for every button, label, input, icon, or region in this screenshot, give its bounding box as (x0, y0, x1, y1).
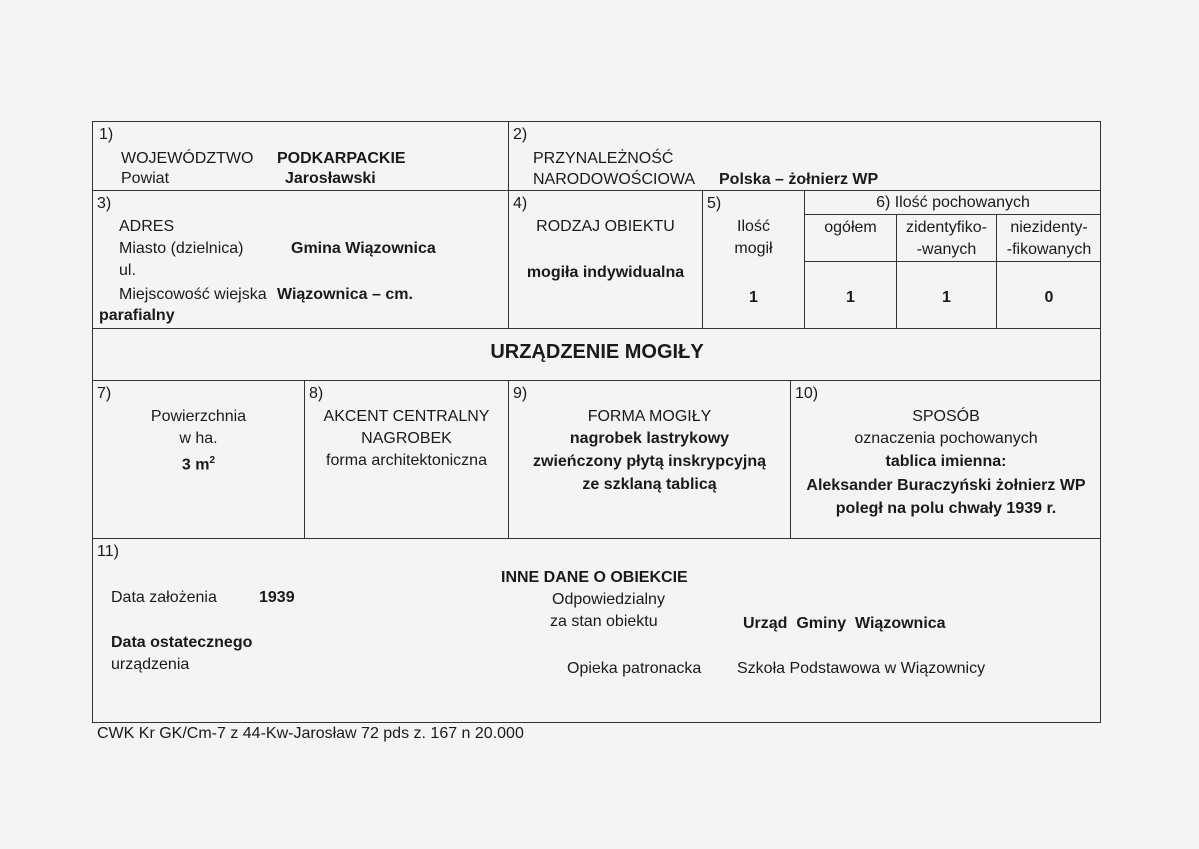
grave-form-value-line2: zwieńczony płytą inskrypcyjną (533, 453, 766, 470)
graves-count-value: 1 (749, 289, 758, 306)
marking-method-value-line2: Aleksander Buraczyński żołnierz WP (806, 477, 1086, 494)
architectural-form-label: forma architektoniczna (326, 452, 487, 469)
headstone-label: NAGROBEK (361, 430, 452, 447)
responsible-label-line2: za stan obiektu (550, 613, 658, 630)
buried-identified-cell (897, 262, 997, 328)
final-arrangement-label-line1: Data ostatecznego (111, 634, 253, 651)
buried-unidentified-label-line1: niezidenty- (1010, 219, 1088, 236)
section-11 (93, 539, 1101, 723)
address-label: ADRES (119, 218, 175, 235)
section-10 (791, 381, 1101, 539)
graves-count-label-line1: Ilość (737, 218, 770, 235)
marking-method-value-line1: tablica imienna: (885, 453, 1007, 470)
object-type-value: mogiła indywidualna (526, 264, 685, 281)
buried-title: 6) Ilość pochowanych (876, 194, 1030, 211)
nationality-value: Polska – żołnierz WP (719, 171, 879, 188)
county-label: Powiat (121, 170, 170, 187)
section-10-number: 10) (795, 385, 819, 402)
street-label: ul. (119, 262, 136, 279)
section-2 (509, 122, 1101, 191)
section-title: URZĄDZENIE MOGIŁY (490, 341, 704, 363)
buried-identified-value: 1 (942, 289, 951, 306)
founded-value: 1939 (259, 589, 295, 606)
marking-method-label-line2: oznaczenia pochowanych (854, 430, 1038, 447)
buried-unidentified-cell (997, 262, 1101, 328)
section-title-row (93, 329, 1101, 381)
central-accent-label: AKCENT CENTRALNY (323, 408, 490, 425)
buried-unidentified-label-line2: -fikowanych (1006, 241, 1092, 258)
section-7 (93, 381, 305, 539)
graves-count-label-line2: mogił (734, 240, 773, 257)
section-4-number: 4) (513, 195, 528, 212)
grave-form-label: FORMA MOGIŁY (587, 408, 712, 425)
buried-unidentified-value: 0 (1044, 289, 1054, 306)
responsible-value: Urząd Gminy Wiązownica (743, 615, 946, 632)
section-8 (305, 381, 509, 539)
footer-reference: CWK Kr GK/Cm-7 z 44-Kw-Jarosław 72 pds z. 167 n 20.000 (97, 725, 524, 742)
section-6 (805, 191, 1101, 329)
buried-title-cell (805, 191, 1101, 215)
section-2-number: 2) (513, 126, 528, 143)
section-3-number: 3) (97, 195, 112, 212)
marking-method-value-line3: poległ na polu chwały 1939 r. (835, 500, 1057, 517)
voivodeship-value: PODKARPACKIE (277, 150, 406, 167)
buried-total-label: ogółem (824, 219, 877, 236)
buried-total-value: 1 (846, 289, 855, 306)
patronage-value: Szkoła Podstawowa w Wiązownicy (737, 660, 986, 677)
section-5-number: 5) (707, 195, 722, 212)
grave-form-value-line3: ze szklaną tablicą (582, 476, 717, 493)
area-value: 3 $m^2$ (181, 455, 216, 474)
grave-record-form (92, 121, 1101, 723)
section-5 (703, 191, 805, 329)
other-data-title: INNE DANE O OBIEKCIE (501, 569, 688, 586)
buried-total-header (805, 215, 897, 262)
area-label-line2: w ha. (179, 430, 218, 447)
section-8-number: 8) (309, 385, 324, 402)
buried-identified-label-line2: -wanych (916, 241, 977, 258)
marking-method-label-line1: SPOSÓB (912, 408, 980, 425)
section-1-number: 1) (99, 126, 114, 143)
responsible-label-line1: Odpowiedzialny (552, 591, 665, 608)
grave-form-value-line1: nagrobek lastrykowy (569, 430, 730, 447)
founded-label: Data założenia (111, 589, 217, 606)
village-label: Miejscowość wiejska (119, 286, 267, 303)
section-4 (509, 191, 703, 329)
village-value: Wiązownica – cm. (277, 286, 413, 303)
city-label: Miasto (dzielnica) (119, 240, 244, 257)
final-arrangement-label-line2: urządzenia (111, 656, 190, 673)
object-type-label: RODZAJ OBIEKTU (536, 218, 675, 235)
buried-unidentified-header (997, 215, 1101, 262)
section-7-number: 7) (97, 385, 112, 402)
section-9 (509, 381, 791, 539)
village-value-continued: parafialny (99, 307, 175, 324)
patronage-label: Opieka patronacka (567, 660, 702, 677)
voivodeship-label: WOJEWÓDZTWO (121, 150, 254, 167)
buried-identified-header (897, 215, 997, 262)
nationality-label-line2: NARODOWOŚCIOWA (533, 171, 696, 188)
city-value: Gmina Wiązownica (291, 240, 436, 257)
county-value: Jarosławski (285, 170, 376, 187)
section-3 (93, 191, 509, 329)
area-label-line1: Powierzchnia (150, 408, 247, 425)
nationality-label-line1: PRZYNALEŻNOŚĆ (533, 150, 674, 167)
buried-total-cell (805, 262, 897, 328)
section-9-number: 9) (513, 385, 528, 402)
section-1 (93, 122, 509, 191)
section-11-number: 11) (97, 543, 119, 560)
buried-identified-label-line1: zidentyfiko- (906, 219, 987, 236)
